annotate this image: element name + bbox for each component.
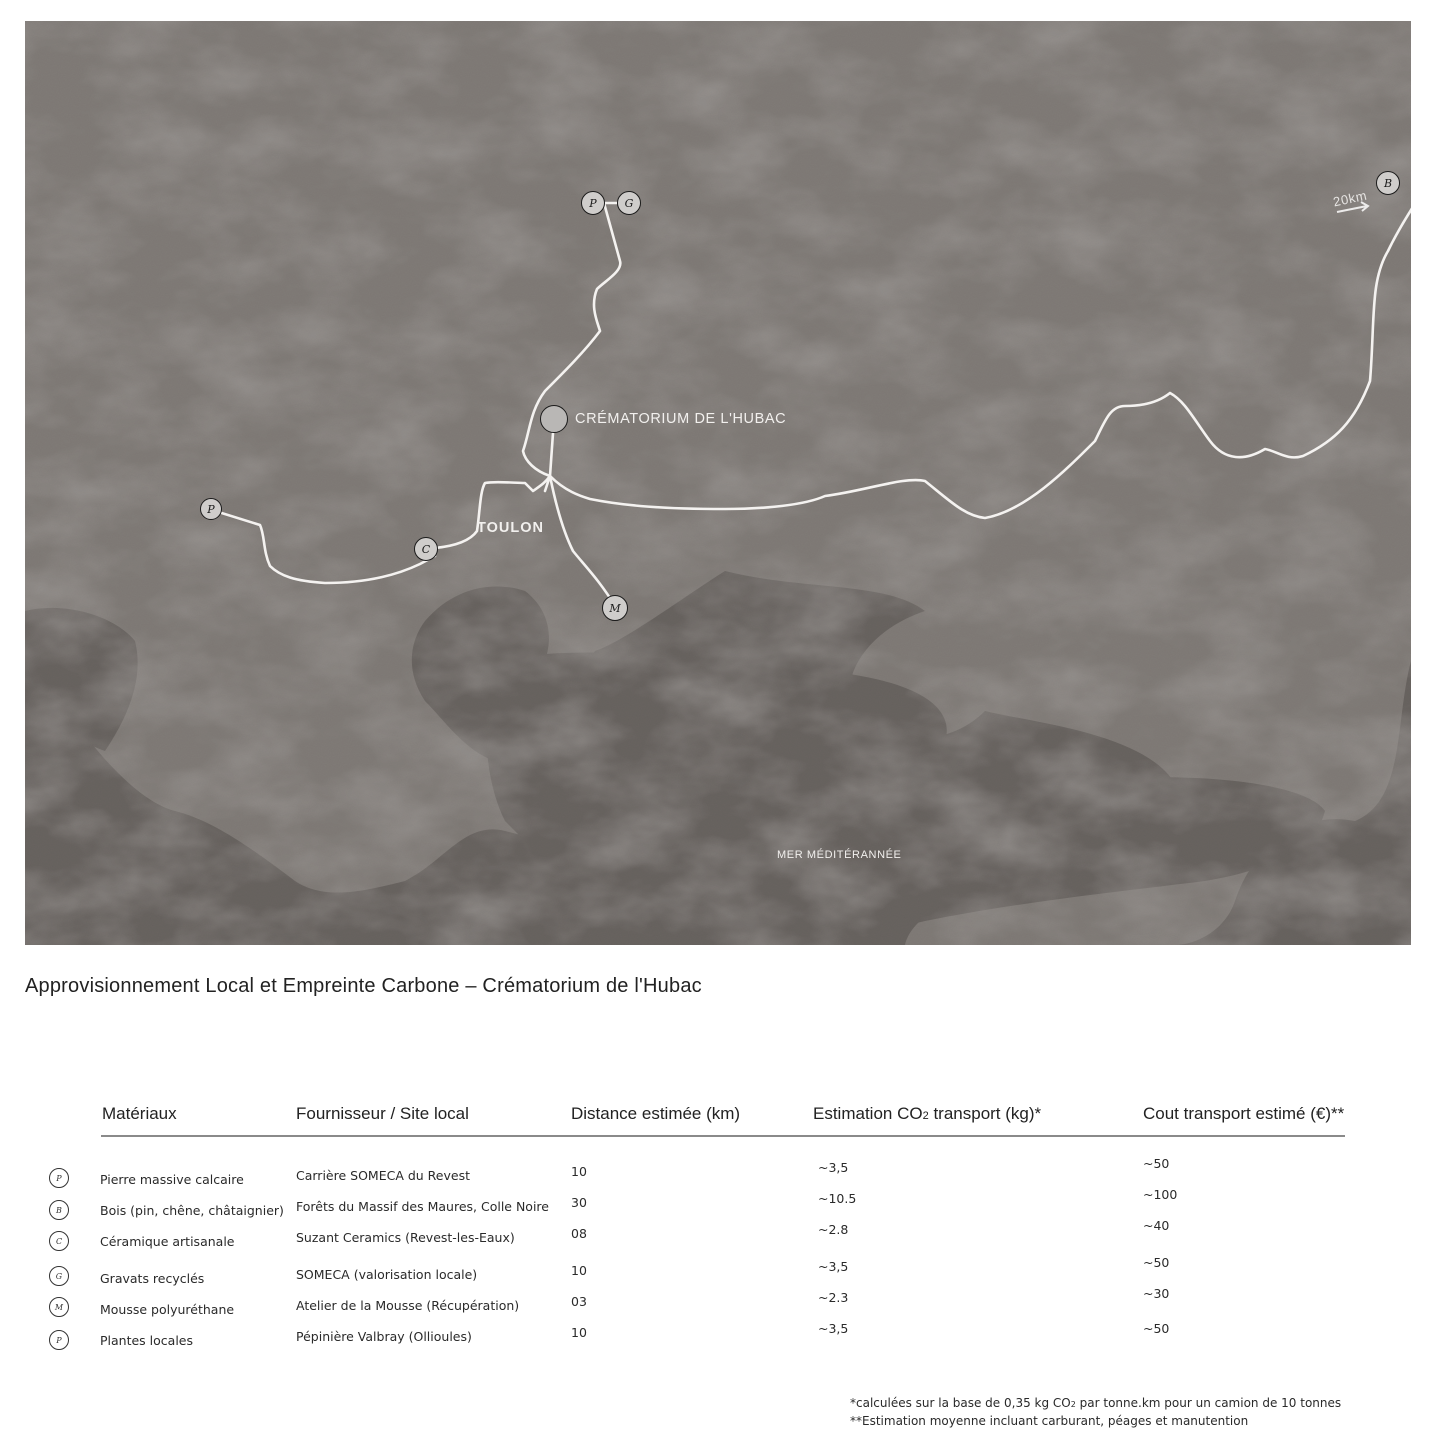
footnote-co2 — [850, 1396, 1341, 1410]
scale-label: 20km — [1331, 187, 1369, 210]
footnote-co2-suffix: par tonne.km pour un camion de 10 tonnes — [1075, 1396, 1342, 1410]
marker-bois[interactable] — [1376, 171, 1400, 195]
cell-co2: ~3,5 — [818, 1321, 849, 1336]
marker-plantes[interactable] — [200, 498, 222, 520]
cell-cost: ~30 — [1143, 1286, 1170, 1301]
crematorium-marker[interactable] — [540, 405, 568, 433]
header-material: Matériaux — [102, 1104, 177, 1123]
marker-ceramique-letter: C — [421, 542, 431, 556]
cell-co2: ~2.8 — [818, 1222, 849, 1237]
header-co2 — [813, 1104, 1041, 1124]
cell-supplier: Suzant Ceramics (Revest-les-Eaux) — [296, 1230, 515, 1245]
cell-cost: ~50 — [1143, 1255, 1170, 1270]
footnote-co2-prefix: *calculées sur la base de 0,35 kg CO — [850, 1396, 1071, 1410]
cell-distance: 10 — [571, 1164, 587, 1179]
cell-material: Gravats recyclés — [100, 1271, 205, 1286]
city-label-toulon: TOULON — [477, 520, 544, 536]
crematorium-label: CRÉMATORIUM DE L'HUBAC — [575, 411, 787, 427]
cell-supplier: SOMECA (valorisation locale) — [296, 1267, 478, 1282]
cell-distance: 10 — [571, 1263, 587, 1278]
marker-bois-letter: B — [1383, 176, 1393, 190]
marker-mousse-letter: M — [609, 601, 621, 615]
cell-co2: ~3,5 — [818, 1160, 849, 1175]
header-co2-suffix: transport (kg)* — [928, 1104, 1042, 1123]
header-cost: Cout transport estimé (€)** — [1143, 1104, 1345, 1123]
cell-material: Mousse polyuréthane — [100, 1302, 235, 1317]
terrain-grain — [25, 21, 1411, 945]
header-divider — [101, 1135, 1345, 1137]
legend-icon-gravats: G — [49, 1266, 69, 1286]
marker-pierre[interactable] — [581, 191, 605, 215]
cell-distance: 30 — [571, 1195, 587, 1210]
cell-material: Bois (pin, chêne, châtaignier) — [100, 1203, 284, 1218]
cell-co2: ~2.3 — [818, 1290, 849, 1305]
map[interactable] — [25, 21, 1411, 945]
header-supplier: Fournisseur / Site local — [296, 1104, 469, 1123]
scale-arrow-icon — [1335, 201, 1375, 215]
cell-distance: 03 — [571, 1294, 587, 1309]
cell-material: Plantes locales — [100, 1333, 193, 1348]
cell-supplier: Atelier de la Mousse (Récupération) — [296, 1298, 520, 1313]
cell-co2: ~3,5 — [818, 1259, 849, 1274]
cell-cost: ~100 — [1143, 1187, 1178, 1202]
map-background — [25, 21, 1411, 945]
marker-mousse[interactable] — [602, 595, 628, 621]
marker-ceramique[interactable] — [414, 537, 438, 561]
footnote-cost: **Estimation moyenne incluant carburant, péages et manutention — [850, 1414, 1249, 1428]
footnote-co2-sub: 2 — [1070, 1400, 1076, 1409]
marker-pierre-letter: P — [589, 196, 597, 210]
cell-supplier: Forêts du Massif des Maures, Colle Noire — [296, 1199, 549, 1214]
cell-co2: ~10.5 — [818, 1191, 857, 1206]
legend-icon-ceramique: C — [49, 1231, 69, 1251]
cell-material: Pierre massive calcaire — [100, 1172, 244, 1187]
header-distance: Distance estimée (km) — [571, 1104, 741, 1123]
sea-label: MER MÉDITÉRANNÉE — [777, 849, 902, 861]
cell-supplier: Pépinière Valbray (Ollioules) — [296, 1329, 472, 1344]
cell-supplier: Carrière SOMECA du Revest — [296, 1168, 470, 1183]
cell-cost: ~50 — [1143, 1321, 1170, 1336]
legend-icon-mousse: M — [49, 1297, 69, 1317]
marker-plantes-letter: P — [207, 502, 215, 516]
legend-icon-pierre: P — [49, 1168, 69, 1188]
legend-icon-bois: B — [49, 1200, 69, 1220]
cell-cost: ~40 — [1143, 1218, 1170, 1233]
legend-icon-plantes: P — [49, 1330, 69, 1350]
marker-gravats-letter: G — [624, 196, 634, 210]
header-co2-prefix: Estimation CO — [813, 1104, 923, 1123]
cell-distance: 10 — [571, 1325, 587, 1340]
cell-material: Céramique artisanale — [100, 1234, 235, 1249]
marker-gravats[interactable] — [617, 191, 641, 215]
page-title: Approvisionnement Local et Empreinte Carbone – Crématorium de l'Hubac — [25, 975, 702, 997]
cell-distance: 08 — [571, 1226, 587, 1241]
cell-cost: ~50 — [1143, 1156, 1170, 1171]
header-co2-sub: 2 — [922, 1110, 929, 1122]
